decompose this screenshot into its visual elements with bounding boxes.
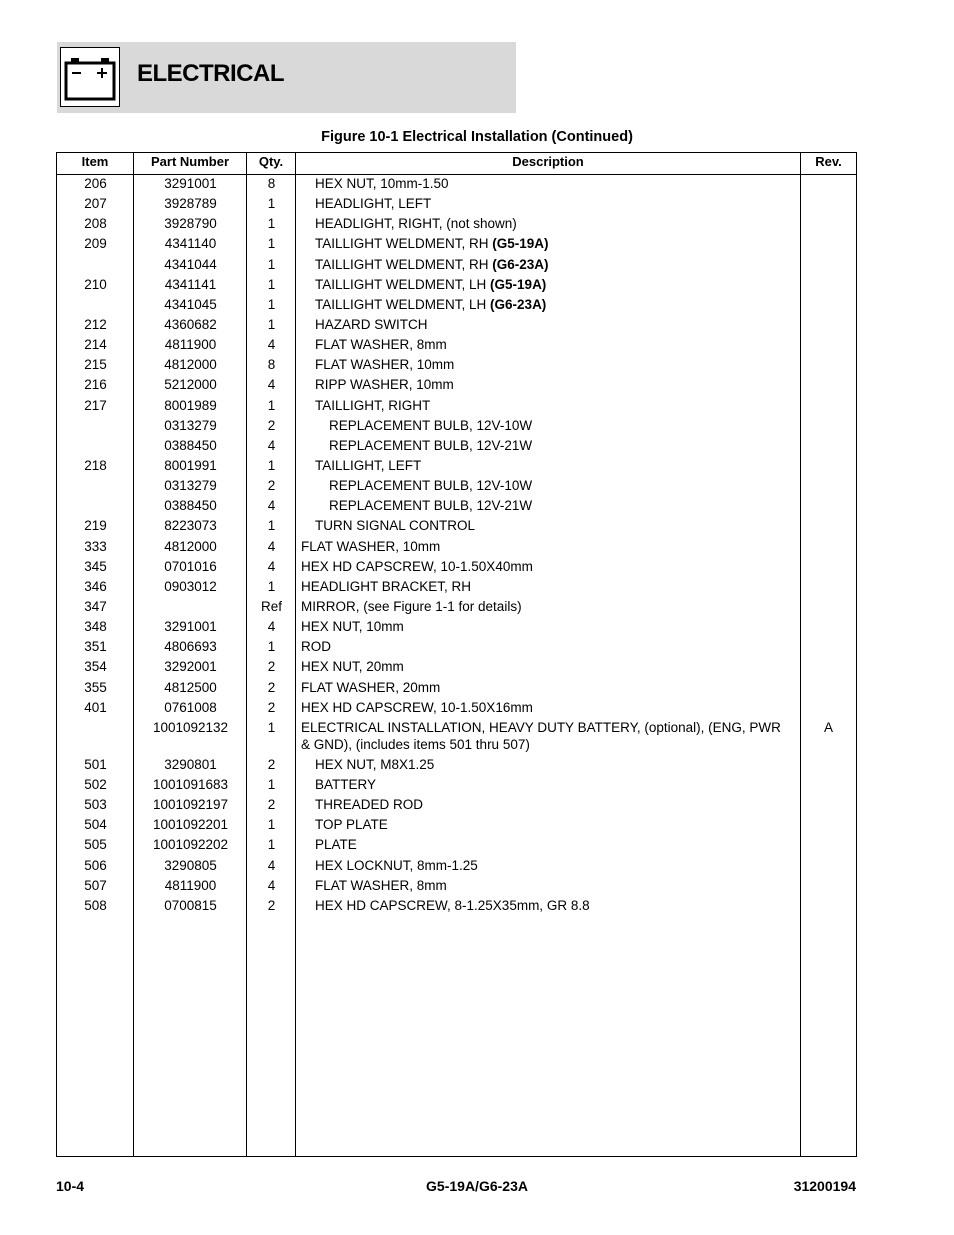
- description-text: HEADLIGHT, LEFT: [315, 196, 432, 212]
- description: [301, 417, 819, 434]
- item-number: 502: [84, 776, 107, 792]
- model-tag: (G6-23A): [492, 256, 549, 272]
- table-row: [57, 497, 856, 517]
- quantity: 2: [267, 478, 276, 494]
- part-number: 0313279: [164, 478, 217, 494]
- quantity: 4: [267, 437, 276, 453]
- table-row: [57, 877, 856, 897]
- quantity: 2: [267, 417, 276, 433]
- quantity: 1: [267, 817, 276, 833]
- quantity: 1: [267, 457, 276, 473]
- part-number: 5212000: [164, 377, 217, 393]
- description-text: TAILLIGHT, RIGHT: [315, 397, 431, 413]
- quantity: 1: [267, 837, 276, 853]
- description-text: FLAT WASHER, 20mm: [301, 679, 441, 695]
- description: [301, 256, 805, 273]
- part-number: 3290801: [164, 756, 217, 772]
- part-number: 8001989: [164, 397, 217, 413]
- table-row: [57, 235, 856, 255]
- table-row: [57, 578, 856, 598]
- part-number: 0903012: [164, 578, 217, 594]
- part-number: 4341141: [164, 276, 217, 292]
- table-row: [57, 538, 856, 558]
- description: [301, 776, 805, 793]
- quantity: 2: [267, 659, 276, 675]
- item-number: 218: [84, 457, 107, 473]
- header-rev: Rev.: [815, 154, 842, 169]
- description-text: TAILLIGHT WELDMENT, RH: [315, 236, 493, 252]
- description: [301, 457, 805, 474]
- quantity: 4: [267, 538, 276, 554]
- table-row: [57, 816, 856, 836]
- description: [301, 816, 805, 833]
- header-description: Description: [512, 154, 584, 169]
- description-text: HEX LOCKNUT, 8mm-1.25: [315, 857, 478, 873]
- quantity: 1: [267, 296, 276, 312]
- item-number: 503: [84, 797, 107, 813]
- description: [301, 638, 791, 655]
- quantity: 1: [267, 196, 276, 212]
- quantity: 1: [267, 578, 276, 594]
- part-number: 8001991: [164, 457, 217, 473]
- description: [301, 719, 791, 753]
- table-row: [57, 857, 856, 877]
- table-row: [57, 776, 856, 796]
- quantity: Ref: [260, 598, 282, 614]
- description: [301, 497, 819, 514]
- table-row: [57, 796, 856, 816]
- figure-title: Figure 10-1 Electrical Installation (Continued): [321, 129, 633, 145]
- table-row: [57, 618, 856, 638]
- part-number: 0388450: [164, 437, 217, 453]
- item-number: 209: [84, 236, 107, 252]
- quantity: 1: [267, 639, 276, 655]
- quantity: 2: [267, 679, 276, 695]
- quantity: 4: [267, 337, 276, 353]
- item-number: 333: [84, 538, 107, 554]
- table-row: [57, 477, 856, 497]
- description-text: FLAT WASHER, 8mm: [315, 337, 447, 353]
- description: [301, 276, 805, 293]
- description-text: HEX NUT, 20mm: [301, 659, 404, 675]
- description-text: FLAT WASHER, 10mm: [315, 357, 455, 373]
- parts-table: [56, 152, 857, 1157]
- item-number: 507: [84, 877, 107, 893]
- table-row: [57, 897, 856, 917]
- table-row: [57, 376, 856, 396]
- description-text: TAILLIGHT WELDMENT, LH: [315, 296, 491, 312]
- description: [301, 699, 791, 716]
- description-text: HEX NUT, 10mm: [301, 619, 404, 635]
- description: [301, 796, 805, 813]
- item-number: 346: [84, 578, 107, 594]
- quantity: 1: [267, 276, 276, 292]
- table-row: [57, 598, 856, 618]
- description-text: FLAT WASHER, 10mm: [301, 538, 441, 554]
- table-row: [57, 658, 856, 678]
- part-number: 1001092201: [152, 817, 229, 833]
- description: [301, 517, 805, 534]
- part-number: 1001091683: [152, 776, 229, 792]
- header-qty: Qty.: [258, 154, 284, 169]
- part-number: 4812500: [164, 679, 217, 695]
- part-number: 4341045: [164, 296, 217, 312]
- description-text: TURN SIGNAL CONTROL: [315, 518, 476, 534]
- description: [301, 437, 819, 454]
- description-text: ROD: [301, 639, 331, 655]
- description-text: MIRROR, (see Figure 1-1 for details): [301, 598, 522, 614]
- description: [301, 175, 805, 192]
- description: [301, 316, 805, 333]
- item-number: 219: [84, 518, 107, 534]
- table-row: [57, 195, 856, 215]
- part-number: 8223073: [164, 518, 217, 534]
- part-number: 4341044: [164, 256, 217, 272]
- description: [301, 336, 805, 353]
- quantity: 1: [267, 776, 276, 792]
- quantity: 1: [267, 719, 276, 735]
- description-text: HEX NUT, M8X1.25: [315, 756, 435, 772]
- description: [301, 235, 805, 252]
- part-number: 0700815: [164, 897, 217, 913]
- part-number: 3291001: [164, 619, 217, 635]
- table-row: [57, 699, 856, 719]
- section-title: ELECTRICAL: [137, 60, 284, 87]
- description-text: TAILLIGHT WELDMENT, RH: [315, 256, 493, 272]
- item-number: 506: [84, 857, 107, 873]
- quantity: 1: [267, 518, 276, 534]
- footer-page-number: 10-4: [56, 1178, 85, 1194]
- description-text: HEADLIGHT, RIGHT, (not shown): [315, 216, 517, 232]
- description: [301, 578, 791, 595]
- item-number: 208: [84, 216, 107, 232]
- quantity: 2: [267, 797, 276, 813]
- part-number: 1001092202: [152, 837, 229, 853]
- table-row: [57, 215, 856, 235]
- item-number: 508: [84, 897, 107, 913]
- quantity: 2: [267, 897, 276, 913]
- table-row: [57, 256, 856, 276]
- battery-icon: [60, 47, 120, 107]
- description-text: REPLACEMENT BULB, 12V-10W: [329, 417, 533, 433]
- quantity: 2: [267, 756, 276, 772]
- part-number: 1001092197: [152, 797, 229, 813]
- description-text: TAILLIGHT, LEFT: [315, 457, 422, 473]
- item-number: 355: [84, 679, 107, 695]
- description-text: REPLACEMENT BULB, 12V-10W: [329, 478, 533, 494]
- part-number: 3928790: [164, 216, 217, 232]
- description-text: THREADED ROD: [315, 797, 424, 813]
- item-number: 212: [84, 316, 107, 332]
- description: [301, 897, 805, 914]
- table-row: [57, 638, 856, 658]
- table-row: [57, 756, 856, 776]
- quantity: 4: [267, 877, 276, 893]
- description-text: BATTERY: [315, 776, 377, 792]
- model-tag: (G5-19A): [492, 236, 549, 252]
- description-text: PLATE: [315, 837, 357, 853]
- quantity: 1: [267, 236, 276, 252]
- part-number: 0313279: [164, 417, 217, 433]
- part-number: 4341140: [164, 236, 217, 252]
- table-row: [57, 316, 856, 336]
- description-text: TAILLIGHT WELDMENT, LH: [315, 276, 491, 292]
- description-text: HAZARD SWITCH: [315, 316, 428, 332]
- quantity: 2: [267, 699, 276, 715]
- item-number: 347: [84, 598, 107, 614]
- part-number: 3290805: [164, 857, 217, 873]
- table-body: [57, 175, 856, 917]
- table-row: [57, 558, 856, 578]
- item-number: 216: [84, 377, 107, 393]
- quantity: 8: [267, 176, 276, 191]
- part-number: 4811900: [164, 877, 217, 893]
- item-number: 217: [84, 397, 107, 413]
- description-text: HEX NUT, 10mm-1.50: [315, 176, 449, 191]
- item-number: 401: [84, 699, 107, 715]
- revision: A: [823, 719, 833, 735]
- part-number: 3292001: [164, 659, 217, 675]
- table-row: [57, 397, 856, 417]
- item-number: 206: [84, 176, 107, 191]
- model-tag: (G5-19A): [490, 276, 547, 292]
- description: [301, 477, 819, 494]
- description: [301, 356, 805, 373]
- description: [301, 679, 791, 696]
- part-number: 4811900: [164, 337, 217, 353]
- part-number: 3928789: [164, 196, 217, 212]
- item-number: 348: [84, 619, 107, 635]
- description: [301, 857, 805, 874]
- item-number: 501: [84, 756, 107, 772]
- description-text: HEX HD CAPSCREW, 10-1.50X16mm: [301, 699, 533, 715]
- part-number: 4812000: [164, 357, 217, 373]
- quantity: 4: [267, 619, 276, 635]
- description-text: TOP PLATE: [315, 817, 388, 833]
- description: [301, 877, 805, 894]
- description-text: RIPP WASHER, 10mm: [315, 377, 454, 393]
- item-number: 345: [84, 558, 107, 574]
- part-number: 4360682: [164, 316, 217, 332]
- quantity: 8: [267, 357, 276, 373]
- quantity: 4: [267, 498, 276, 514]
- description: [301, 598, 791, 615]
- description: [301, 538, 791, 555]
- quantity: 1: [267, 216, 276, 232]
- part-number: 4812000: [164, 538, 217, 554]
- table-row: [57, 517, 856, 537]
- item-number: 214: [84, 337, 107, 353]
- description-text: ELECTRICAL INSTALLATION, HEAVY DUTY BATTERY, (optional), (ENG, PWR & GND), (includes items 501 thru 507): [301, 719, 785, 752]
- footer-doc-number: 31200194: [793, 1178, 856, 1194]
- part-number: 0388450: [164, 498, 217, 514]
- part-number: 0761008: [164, 699, 217, 715]
- description: [301, 397, 805, 414]
- description-text: FLAT WASHER, 8mm: [315, 877, 447, 893]
- item-number: 351: [84, 639, 107, 655]
- description-text: HEX HD CAPSCREW, 10-1.50X40mm: [301, 558, 533, 574]
- footer-model: G5-19A/G6-23A: [426, 1178, 528, 1194]
- item-number: 210: [84, 276, 107, 292]
- table-row: [57, 719, 856, 756]
- quantity: 4: [267, 857, 276, 873]
- item-number: 354: [84, 659, 107, 675]
- quantity: 4: [267, 558, 276, 574]
- description: [301, 215, 805, 232]
- description: [301, 618, 791, 635]
- quantity: 1: [267, 397, 276, 413]
- table-row: [57, 417, 856, 437]
- description: [301, 836, 805, 853]
- quantity: 1: [267, 256, 276, 272]
- description: [301, 558, 791, 575]
- item-number: 505: [84, 837, 107, 853]
- description-text: REPLACEMENT BULB, 12V-21W: [329, 498, 533, 514]
- quantity: 1: [267, 316, 276, 332]
- part-number: 3291001: [164, 176, 217, 191]
- description: [301, 296, 805, 313]
- description-text: HEX HD CAPSCREW, 8-1.25X35mm, GR 8.8: [315, 897, 590, 913]
- description-text: REPLACEMENT BULB, 12V-21W: [329, 437, 533, 453]
- table-row: [57, 296, 856, 316]
- table-row: [57, 336, 856, 356]
- part-number: 0701016: [164, 558, 217, 574]
- item-number: 215: [84, 357, 107, 373]
- description: [301, 195, 805, 212]
- part-number: 1001092132: [152, 719, 229, 735]
- quantity: 4: [267, 377, 276, 393]
- header-item: Item: [81, 154, 109, 169]
- table-row: [57, 457, 856, 477]
- table-row: [57, 679, 856, 699]
- header-part-number: Part Number: [150, 154, 230, 169]
- description: [301, 756, 805, 773]
- table-row: [57, 437, 856, 457]
- table-row: [57, 175, 856, 195]
- item-number: 207: [84, 196, 107, 212]
- table-row: [57, 836, 856, 856]
- description-text: HEADLIGHT BRACKET, RH: [301, 578, 472, 594]
- table-row: [57, 276, 856, 296]
- part-number: 4806693: [164, 639, 217, 655]
- item-number: 504: [84, 817, 107, 833]
- section-header-band: [57, 42, 516, 113]
- description: [301, 658, 791, 675]
- description: [301, 376, 805, 393]
- table-row: [57, 356, 856, 376]
- model-tag: (G6-23A): [490, 296, 547, 312]
